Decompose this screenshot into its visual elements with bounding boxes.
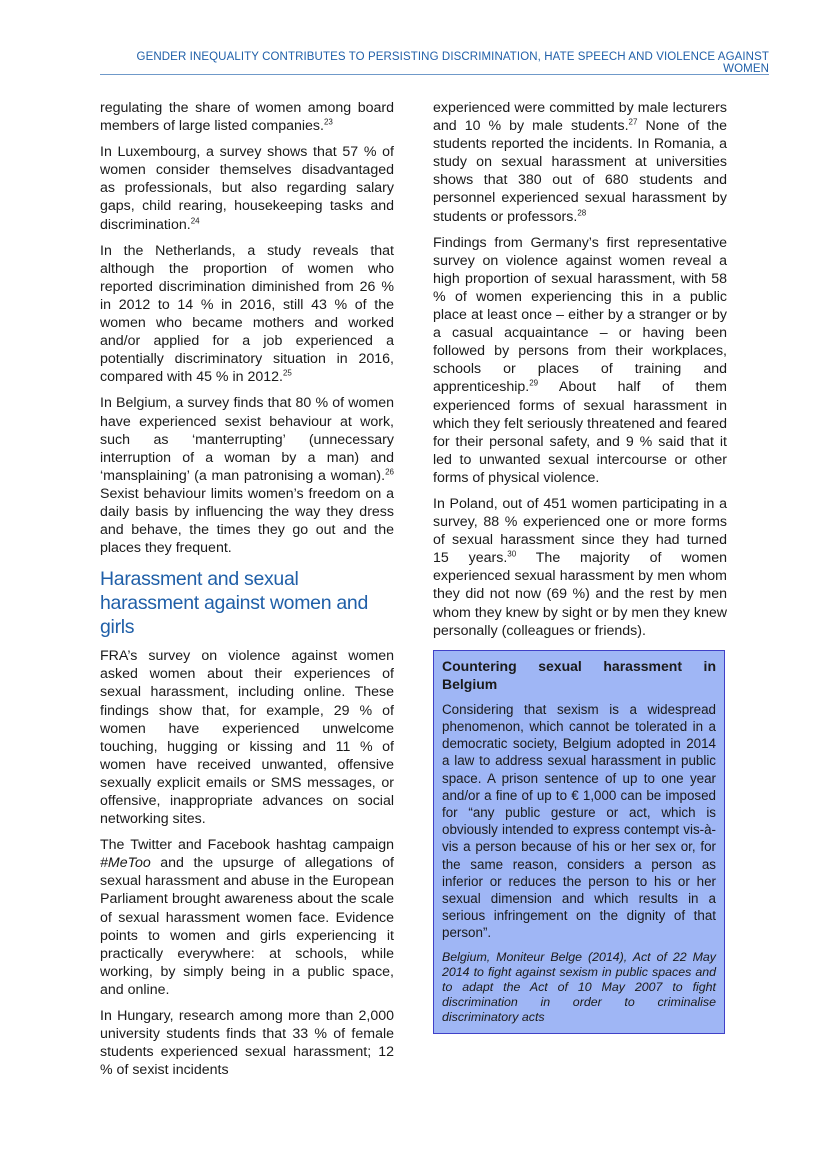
right-column xyxy=(433,99,727,1034)
info-box-title: Countering sexual harassment in Belgium xyxy=(442,657,716,692)
footnote-ref-27[interactable]: 27 xyxy=(628,117,638,127)
footnote-ref-26[interactable]: 26 xyxy=(385,467,394,477)
paragraph-belgium xyxy=(100,394,394,557)
paragraph-text: Findings from Germany’s first representative survey on violence against women reveal a high proportion of sexual harassment, with 58 % of women experiencing this in a public place at least once – either by a stranger or by a casual acquaintance – or having been followed by persons from their workplaces, schools or places of training and apprenticeship. xyxy=(433,234,727,396)
paragraph-board-members xyxy=(100,99,394,135)
paragraph-text: In Poland, out of 451 women participating in a survey, 88 % experienced one or more forms of sexual harassment since they had turned 15 years. xyxy=(433,495,727,567)
paragraph-fra-survey xyxy=(100,647,394,828)
section-heading: Harassment and sexual harassment against women and girls xyxy=(100,568,369,639)
paragraph-text: In Luxembourg, a survey shows that 57 % of women consider themselves disadvantaged as professionals, but also regarding salary gaps, child rearing, housekeeping tasks and discrimination. xyxy=(100,144,394,233)
paragraph-text: The majority of women experienced sexual harassment by men whom they did not now (69 %) and the rest by men whom they knew by sight or by men they knew personally (colleagues or friends). xyxy=(433,550,727,639)
info-box-citation: Belgium, Moniteur Belge (2014), Act of 22 May 2014 to fight against sexism in public spaces and to adapt the Act of 10 May 2007 to fight discrimination in order to criminalise discriminatory acts xyxy=(442,949,716,1024)
paragraph-text: regulating the share of women among board members of large listed companies. xyxy=(100,100,394,135)
left-column xyxy=(100,99,394,1087)
paragraph-germany xyxy=(433,234,727,487)
paragraph-hungary xyxy=(100,1007,394,1079)
hashtag: #MeToo xyxy=(100,855,151,872)
paragraph-netherlands xyxy=(100,242,394,387)
running-header-text: GENDER INEQUALITY CONTRIBUTES TO PERSISTING DISCRIMINATION, HATE SPEECH AND VIOLENCE AGAINST WOMEN xyxy=(136,51,769,75)
paragraph-romania xyxy=(433,99,727,226)
footnote-ref-23[interactable]: 23 xyxy=(323,117,333,127)
paragraph-text: Sexist behaviour limits women’s freedom on a daily basis by influencing the way they dress and behave, the times they go out and the places they frequent. xyxy=(100,485,394,557)
paragraph-text: In the Netherlands, a study reveals that although the proportion of women who reported discrimination diminished from 26 % in 2012 to 14 % in 2016, still 43 % of the women who became mothers and worked and/or applied for a job experienced a potentially discriminatory situation in 2016, compared with 45 % in 2012. xyxy=(100,242,394,386)
info-box-body: Considering that sexism is a widespread phenomenon, which cannot be tolerated in a democratic society, Belgium adopted in 2014 a law to address sexual harassment in public space. A prison sentence of up to one year and/or a fine of up to € 1,000 can be imposed for “any public gesture or act, which is obviously intended to express contempt vis-à-vis a person because of his or her sex or, for the same reason, considers a person as inferior or reduces the person to his or her sexual dimension and which results in a serious infringement on the dignity of that person”. xyxy=(442,701,716,941)
info-box xyxy=(433,650,725,1034)
paragraph-text: FRA’s survey on violence against women asked women about their experiences of sexual harassment, including online. These findings show that, for example, 29 % of women have experienced unwelcome touching, hugging or kissing and 11 % of women have received unwanted, offensive sexually explicit emails or SMS messages, or offensive, inappropriate advances on social networking sites. xyxy=(100,648,394,828)
paragraph-text: In Hungary, research among more than 2,000 university students finds that 33 % of female students experienced sexual harassment; 12 % of sexist incidents xyxy=(100,1008,394,1079)
footnote-ref-24[interactable]: 24 xyxy=(190,215,200,225)
paragraph-text: The Twitter and Facebook hashtag campaign xyxy=(100,837,394,854)
footnote-ref-25[interactable]: 25 xyxy=(282,368,292,378)
footnote-ref-29[interactable]: 29 xyxy=(529,378,539,388)
paragraph-metoo xyxy=(100,836,394,999)
footnote-ref-28[interactable]: 28 xyxy=(577,207,587,217)
header-divider xyxy=(100,74,769,75)
paragraph-text: experienced were committed by male lecturers and 10 % by male students. xyxy=(433,100,727,135)
running-header xyxy=(100,51,769,75)
paragraph-poland xyxy=(433,495,727,640)
footnote-ref-30[interactable]: 30 xyxy=(507,549,517,559)
paragraph-text: About half of them experienced forms of sexual harassment in which they felt seriously threatened and feared for their personal safety, and 9 % said that it led to unwanted sexual intercourse or other forms of physical violence. xyxy=(433,379,727,486)
paragraph-text: None of the students reported the incidents. In Romania, a study on sexual harassment at universities shows that 380 out of 680 students and personnel experienced sexual harassment by students or professors. xyxy=(433,118,727,225)
paragraph-text: In Belgium, a survey finds that 80 % of women have experienced sexist behaviour at work, such as ‘manterrupting’ (unnecessary interruption of a woman by a man) and ‘mansplaining’ (a man patronising a woman). xyxy=(100,395,394,484)
paragraph-luxembourg xyxy=(100,143,394,233)
paragraph-text: and the upsurge of allegations of sexual harassment and abuse in the European Parliament brought awareness about the scale of sexual harassment women face. Evidence points to women and girls experiencing it practically everywhere: at schools, while working, by simply being in a public space, and online. xyxy=(100,855,394,998)
